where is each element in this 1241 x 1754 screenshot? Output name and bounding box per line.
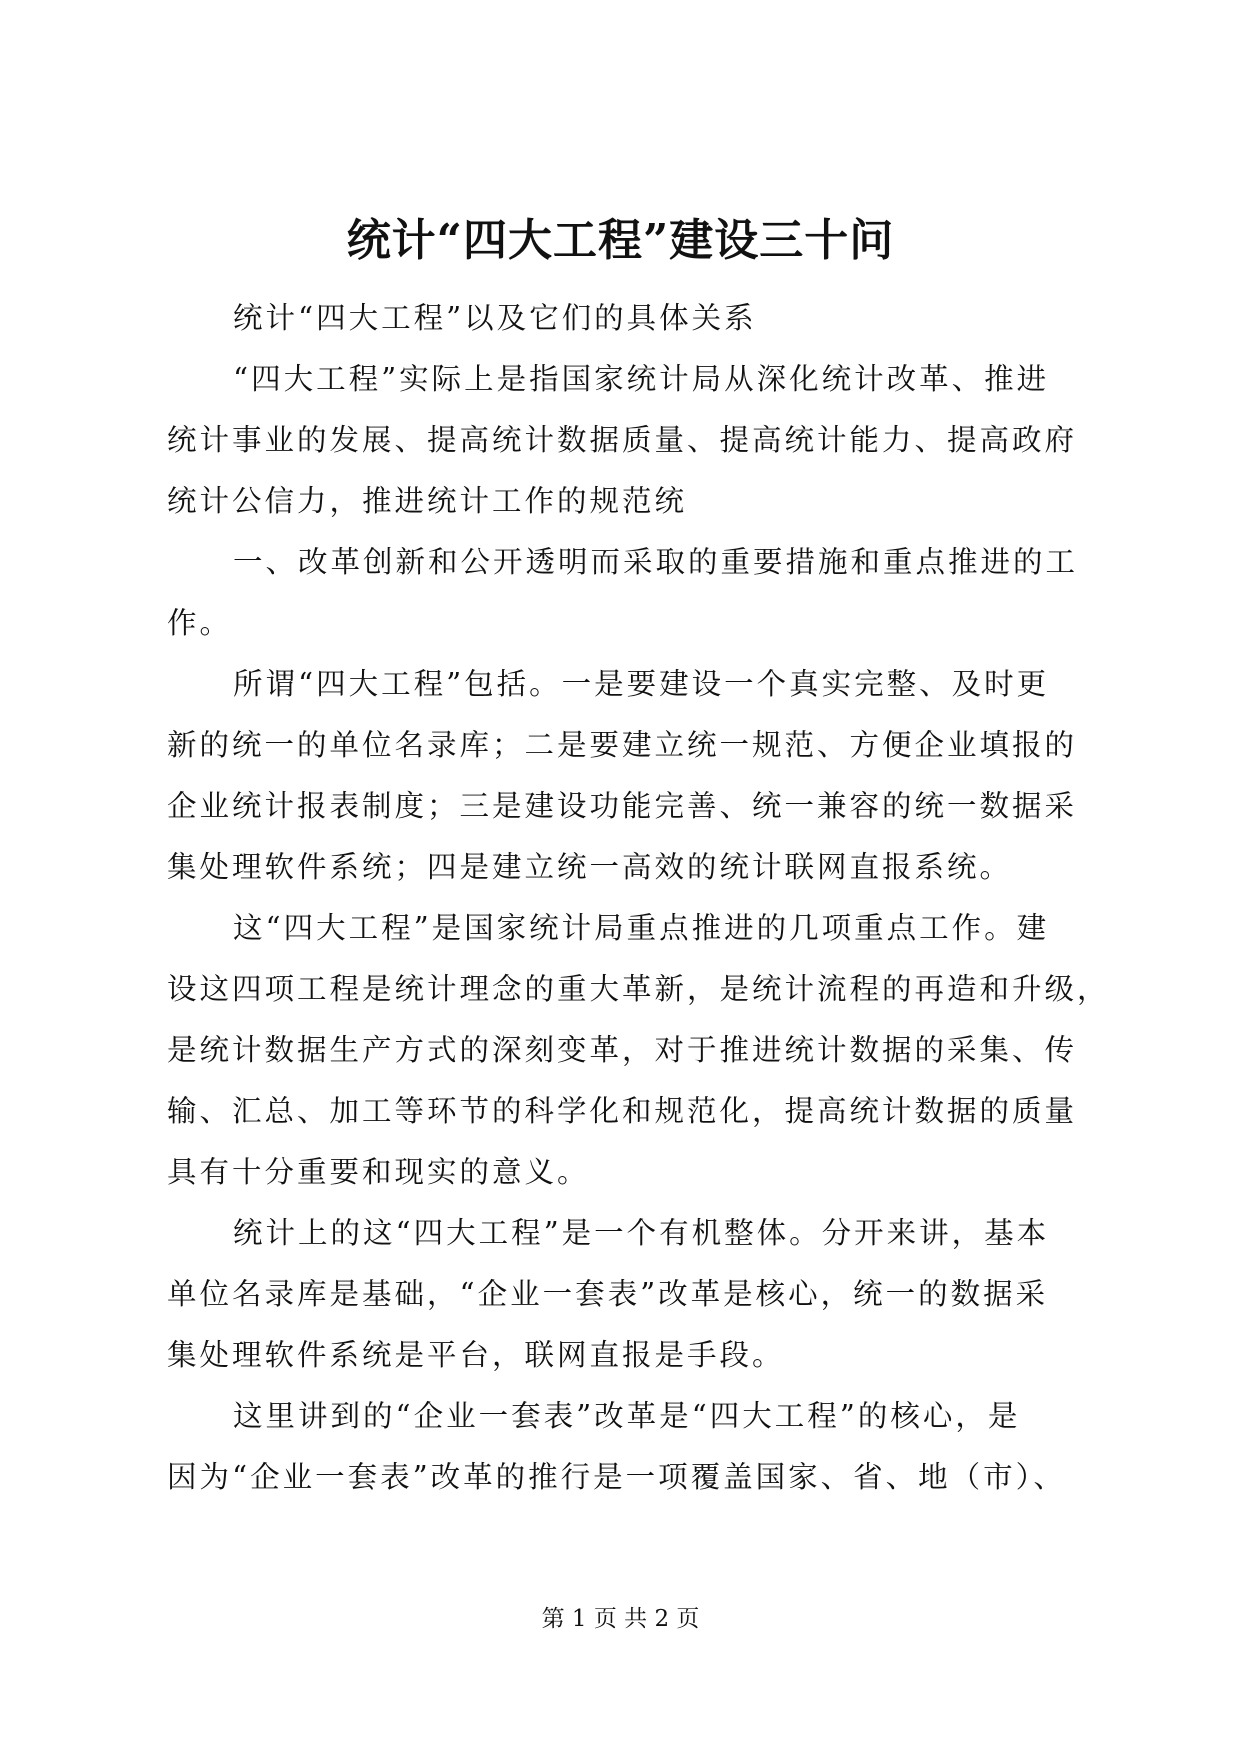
body-line: 所谓“四大工程”包括。一是要建设一个真实完整、及时更 — [233, 667, 1050, 701]
body-line: 新的统一的单位名录库；二是要建立统一规范、方便企业填报的 — [167, 728, 1078, 762]
body-line: 企业统计报表制度；三是建设功能完善、统一兼容的统一数据采 — [167, 789, 1078, 823]
body-line: 具有十分重要和现实的意义。 — [167, 1155, 590, 1189]
body-line: 因为“企业一套表”改革的推行是一项覆盖国家、省、地（市）、 — [167, 1460, 1066, 1494]
body-line: 这“四大工程”是国家统计局重点推进的几项重点工作。建 — [233, 911, 1050, 945]
body-line: 集处理软件系统；四是建立统一高效的统计联网直报系统。 — [167, 850, 1013, 884]
body-line: 这里讲到的“企业一套表”改革是“四大工程”的核心，是 — [233, 1399, 1021, 1433]
document-title: 统计“四大工程”建设三十问 — [346, 215, 895, 266]
body-line: 统计事业的发展、提高统计数据质量、提高统计能力、提高政府 — [167, 423, 1078, 457]
body-line: 统计上的这“四大工程”是一个有机整体。分开来讲，基本 — [233, 1216, 1050, 1250]
body-line: 设这四项工程是统计理念的重大革新，是统计流程的再造和升级， — [167, 972, 1110, 1006]
body-line: 是统计数据生产方式的深刻变革，对于推进统计数据的采集、传 — [167, 1033, 1078, 1067]
body-line: “四大工程”实际上是指国家统计局从深化统计改革、推进 — [233, 362, 1050, 396]
body-line: 单位名录库是基础，“企业一套表”改革是核心，统一的数据采 — [167, 1277, 1049, 1311]
body-line: 集处理软件系统是平台，联网直报是手段。 — [167, 1338, 785, 1372]
body-line: 统计“四大工程”以及它们的具体关系 — [233, 301, 757, 335]
document-body — [167, 288, 1110, 1508]
body-line: 作。 — [167, 606, 233, 640]
page-number-footer: 第 1 页 共 2 页 — [541, 1606, 700, 1632]
body-line: 一、改革创新和公开透明而采取的重要措施和重点推进的工 — [233, 545, 1079, 579]
body-line: 输、汇总、加工等环节的科学化和规范化，提高统计数据的质量 — [167, 1094, 1078, 1128]
body-line: 统计公信力，推进统计工作的规范统 — [167, 484, 688, 518]
